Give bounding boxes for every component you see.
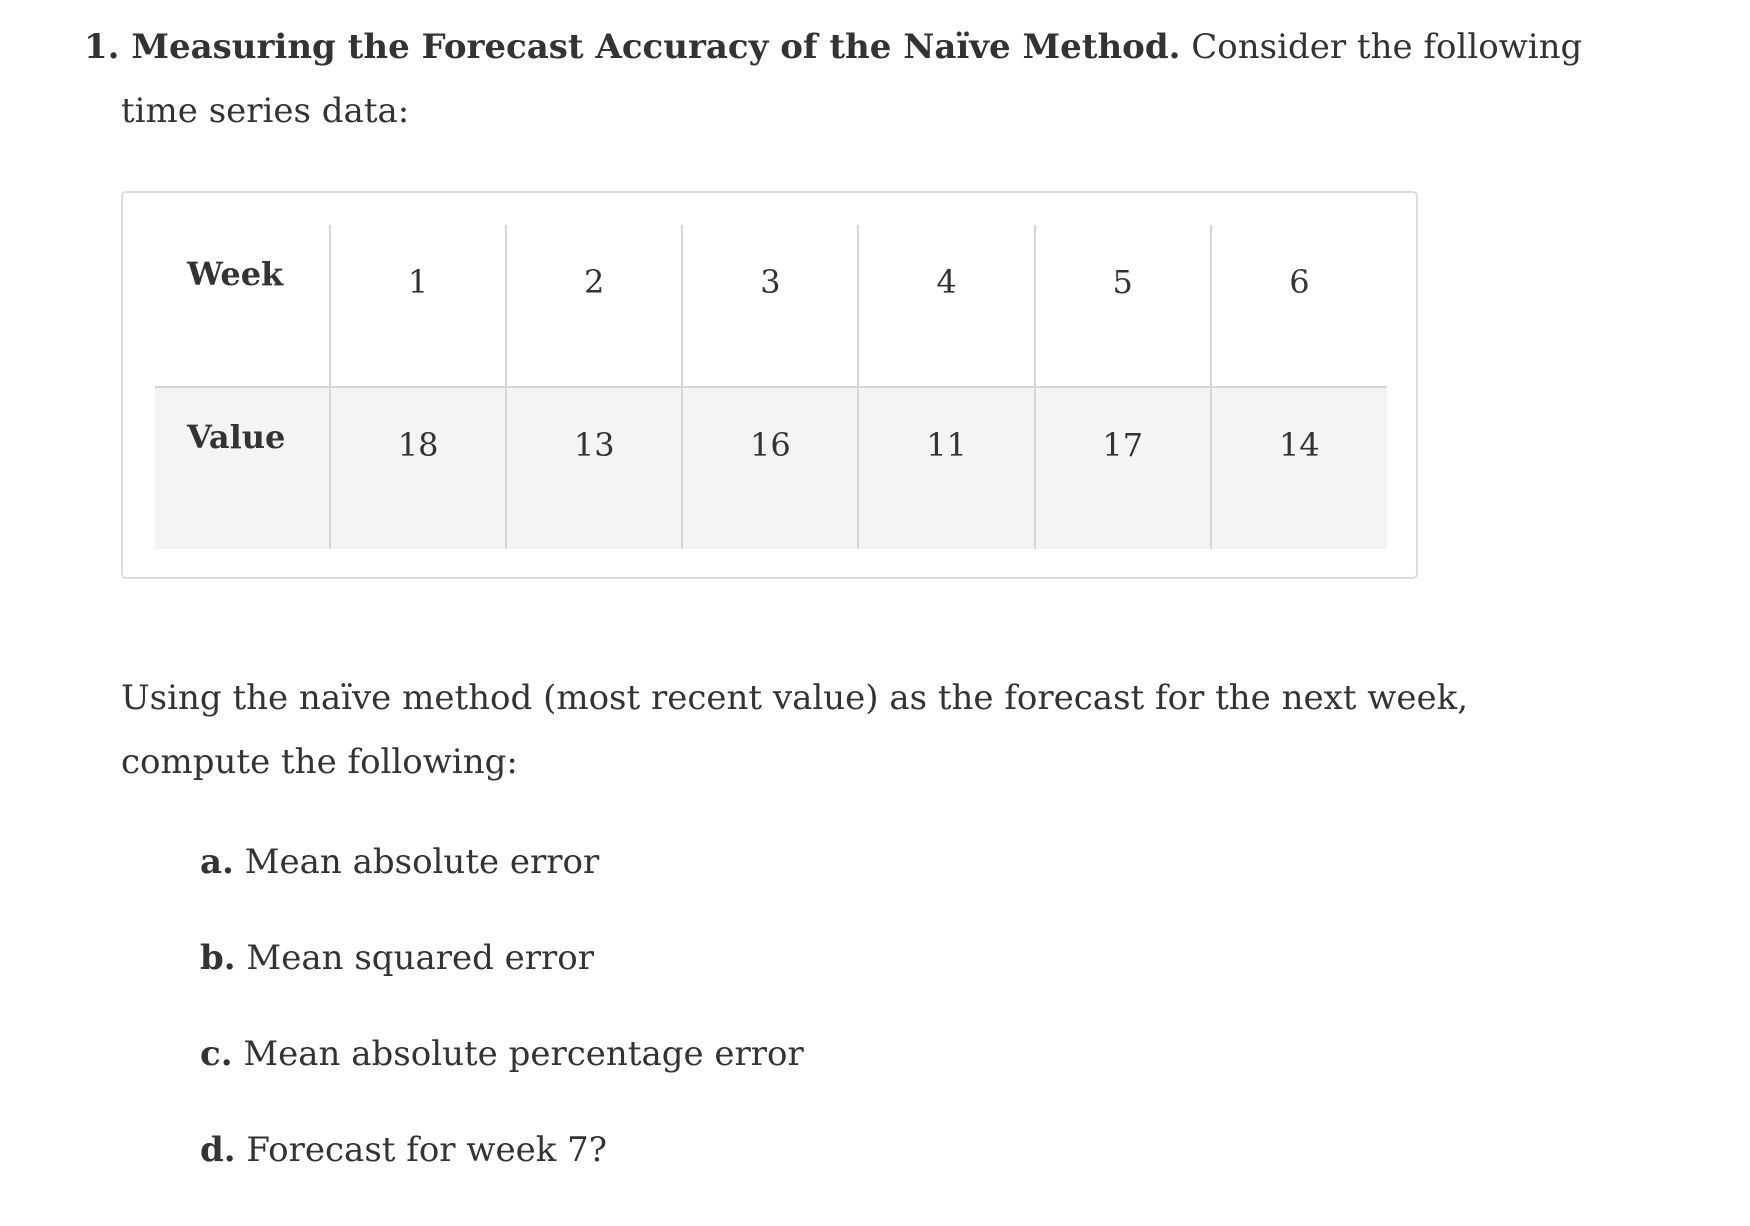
week-cell: 1 [330,225,506,387]
table-row-value [155,387,1387,549]
part-text: Mean squared error [235,938,595,978]
part-text: Forecast for week 7? [235,1130,607,1170]
list-item [200,1034,804,1130]
list-item [200,938,804,1034]
instructions-paragraph [121,666,1468,794]
time-series-table-card [121,191,1418,579]
part-letter: a. [200,842,234,882]
table-row-week [155,225,1387,387]
list-item [200,1130,804,1226]
value-cell: 16 [682,387,858,549]
part-text: Mean absolute percentage error [232,1034,804,1074]
value-cell: 14 [1211,387,1387,549]
week-cell: 4 [858,225,1034,387]
problem-intro-continued: time series data: [121,91,410,131]
part-text: Mean absolute error [233,842,600,882]
time-series-table [155,225,1387,549]
row-header-week: Week [187,255,284,293]
value-cell: 11 [858,387,1034,549]
instructions-line-2: compute the following: [121,742,518,782]
problem-title: 1. Measuring the Forecast Accuracy of the Naïve Method. [84,27,1181,67]
week-cell: 5 [1035,225,1211,387]
part-letter: b. [200,938,236,978]
part-letter: d. [200,1130,236,1170]
value-cell: 18 [330,387,506,549]
problem-intro: Consider the following [1180,27,1583,67]
list-item [200,842,804,938]
value-cell: 17 [1035,387,1211,549]
value-cell: 13 [506,387,682,549]
row-header-value: Value [155,387,330,549]
instructions-line-1: Using the naïve method (most recent value) as the forecast for the next week, [121,678,1469,718]
week-cell: 2 [506,225,682,387]
week-cell: 3 [682,225,858,387]
question-parts-list [200,842,804,1226]
problem-heading [84,20,1582,74]
part-letter: c. [200,1034,233,1074]
week-cell: 6 [1211,225,1387,387]
